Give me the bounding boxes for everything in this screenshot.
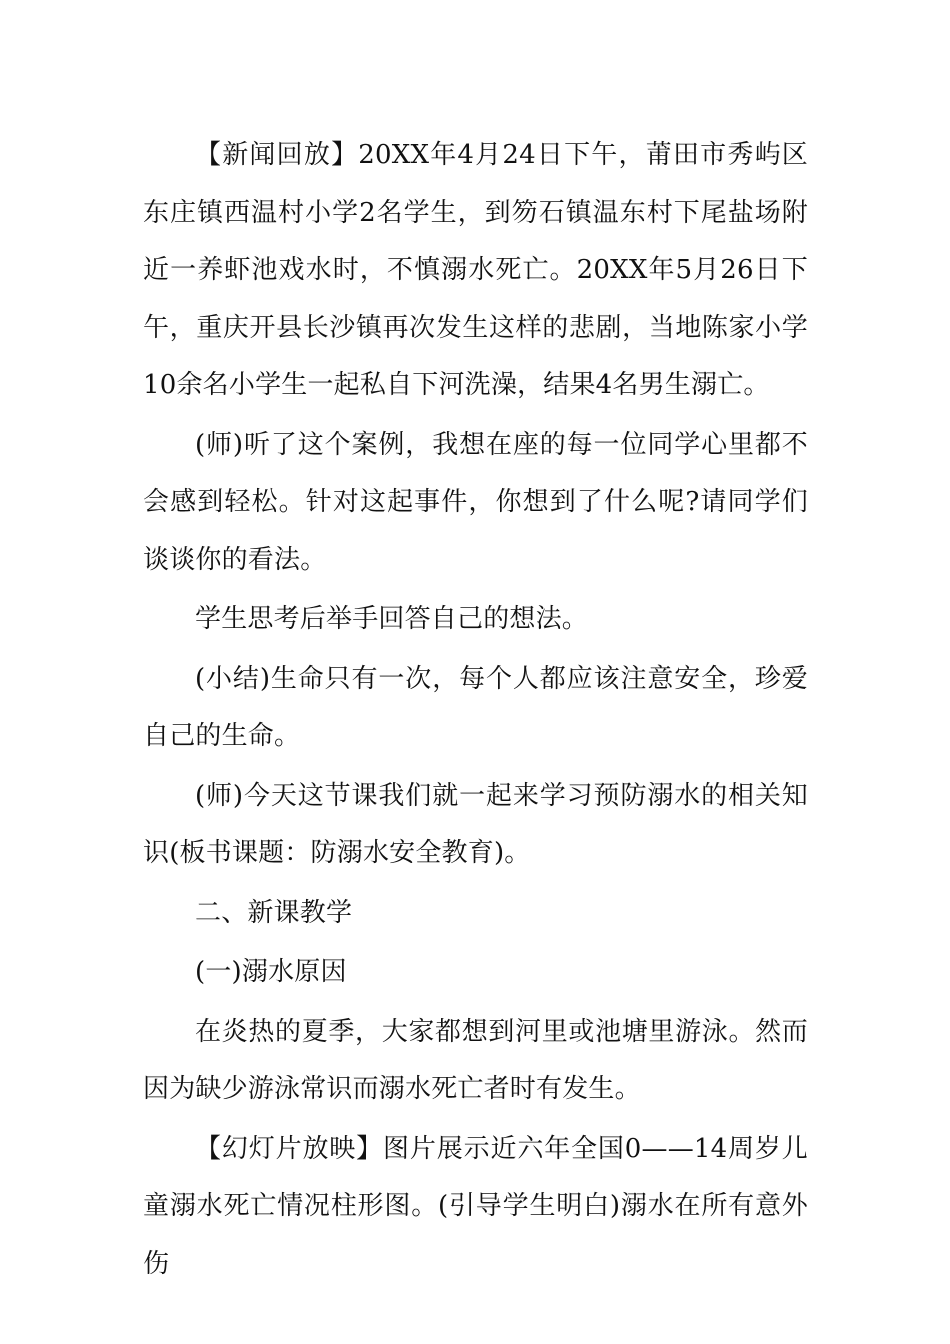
paragraph-lesson-topic: (师)今天这节课我们就一起来学习预防溺水的相关知识(板书课题：防溺水安全教育)。 [143, 780, 808, 868]
section-heading-new-lesson: 二、新课教学 [195, 897, 353, 928]
subsection-heading-drowning-causes: (一)溺水原因 [195, 957, 347, 987]
paragraph-summary: (小结)生命只有一次，每个人都应该注意安全，珍爱自己的生命。 [143, 663, 808, 751]
paragraph-summer-swimming: 在炎热的夏季，大家都想到河里或池塘里游泳。然而因为缺少游泳常识而溺水死亡者时有发生。 [143, 1016, 808, 1104]
paragraph-news-replay: 【新闻回放】20XX年4月24日下午，莆田市秀屿区东庄镇西温村小学2名学生，到笏石镇温东村下尾盐场附近一养虾池戏水时，不慎溺水死亡。20XX年5月26日下午，重庆开县长沙镇再次发生这样的悲剧，当地陈家小学10余名小学生一起私自下河洗澡，结果4名男生溺亡。 [143, 140, 808, 400]
document-body [143, 127, 808, 1293]
paragraph-slide-show: 【幻灯片放映】图片展示近六年全国0——14周岁儿童溺水死亡情况柱形图。(引导学生明白)溺水在所有意外伤 [143, 1133, 808, 1279]
paragraph-teacher-question: (师)听了这个案例，我想在座的每一位同学心里都不会感到轻松。针对这起事件，你想到了什么呢?请同学们谈谈你的看法。 [143, 429, 808, 575]
paragraph-student-answer: 学生思考后举手回答自己的想法。 [195, 604, 589, 634]
